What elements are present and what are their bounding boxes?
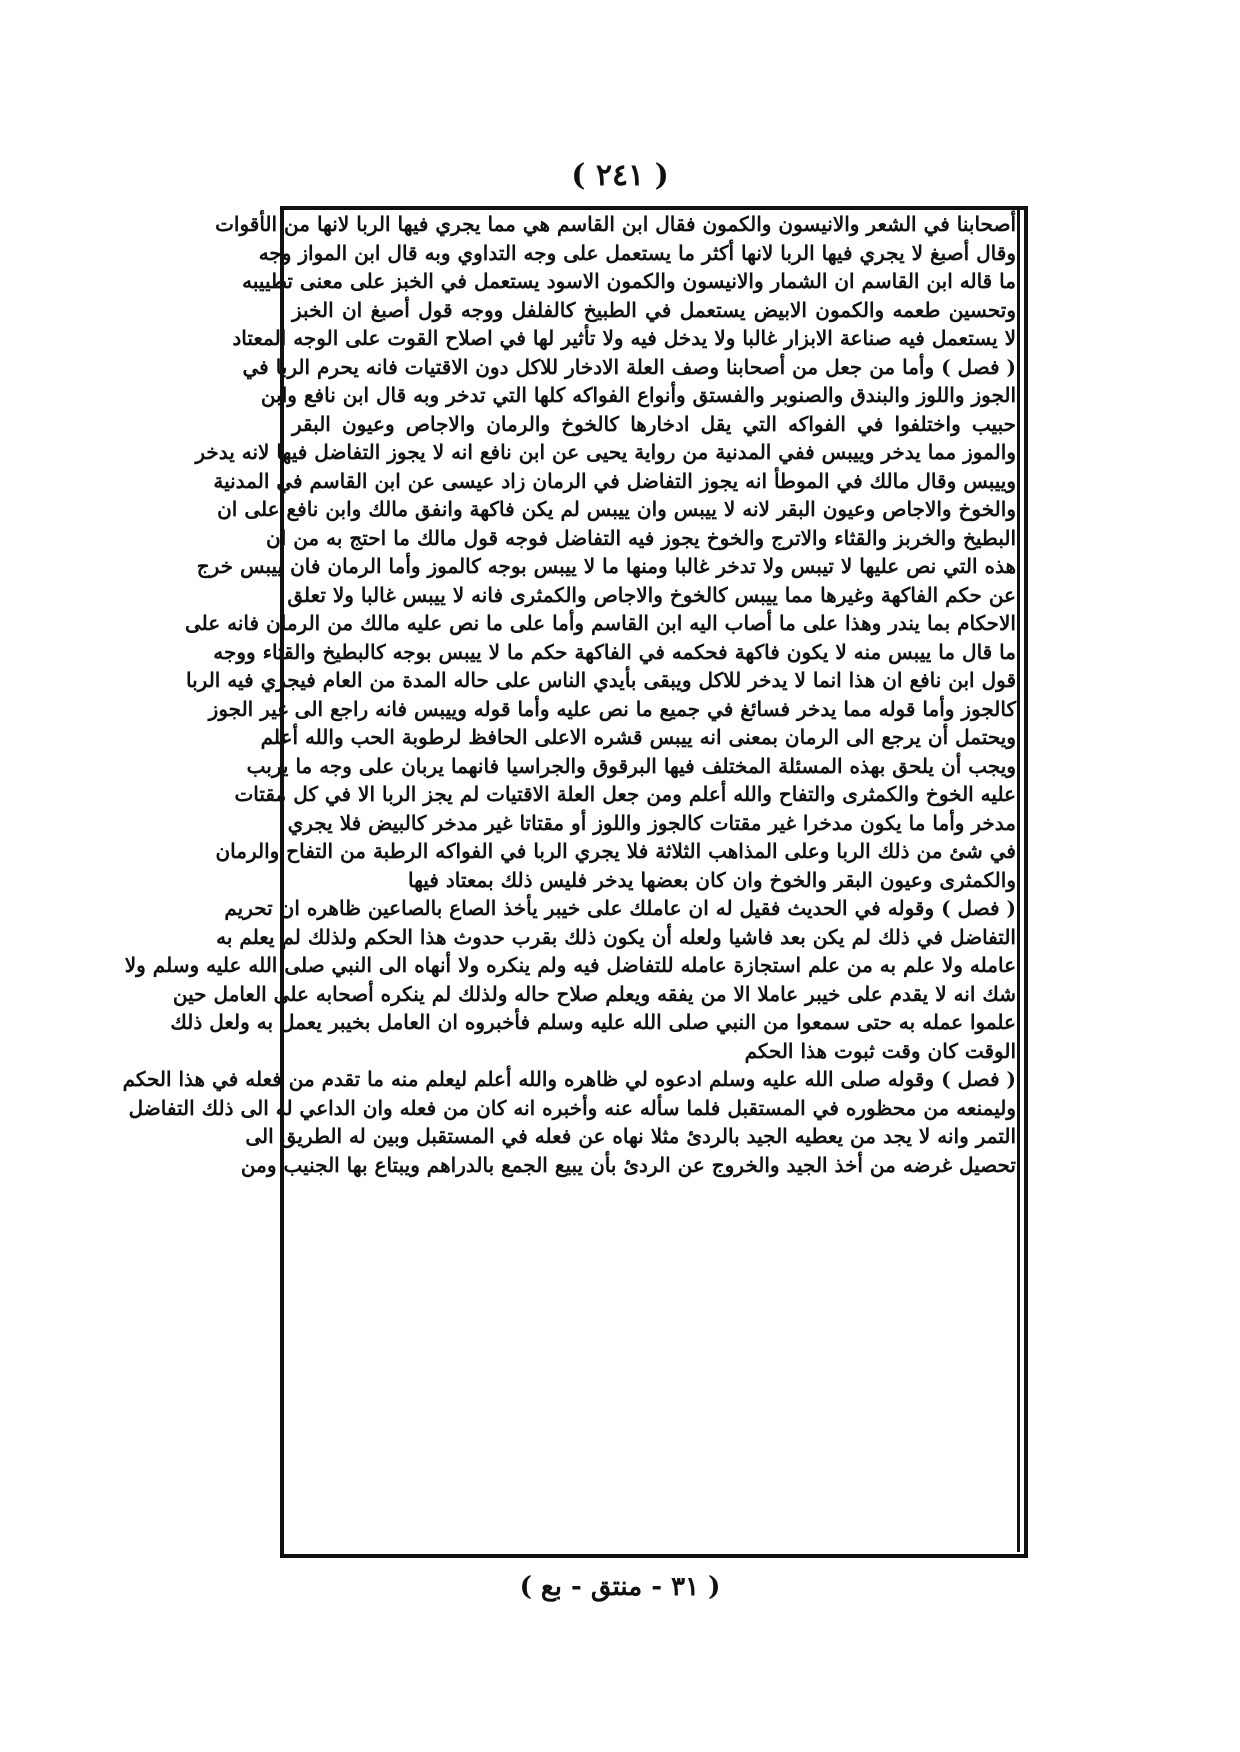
text-line: حبيب واختلفوا في الفواكه التي يقل ادخارها كالخوخ والرمان والاجاص وعيون البقر — [292, 411, 1016, 436]
text-line: تحصيل غرضه من أخذ الجيد والخروج عن الردئ بأن يبيع الجمع بالدراهم ويبتاع بها الجنيب ومن — [240, 1152, 1016, 1177]
text-line: ( فصل ) وأما من جعل من أصحابنا وصف العلة الادخار للاكل دون الاقتيات فانه يحرم الربا في — [242, 354, 1016, 379]
text-line: مدخر وأما ما يكون مدخرا غير مقتات كالجوز واللوز أو مقتاتا غير مدخر كالبيض فلا يجري — [287, 810, 1016, 835]
text-line: البطيخ والخربز والقثاء والاترج والخوخ يجوز فيه التفاضل فوجه قول مالك ما احتج به من ان — [266, 525, 1016, 550]
text-line: التفاضل في ذلك لم يكن بعد فاشيا ولعله أن يكون ذلك بقرب حدوث هذا الحكم ولذلك لم يعلم به — [216, 924, 1016, 949]
text-line: الجوز واللوز والبندق والصنوبر والفستق وأنواع الفواكه كلها التي تدخر وبه قال ابن نافع وابن — [260, 383, 1016, 407]
text-line: عامله ولا علم به من علم استجازة عامله للتفاضل فيه ولم ينكره ولا أنهاه الى النبي صلى الله عليه وسلم ولا — [124, 953, 1016, 977]
text-line: ( فصل ) وقوله صلى الله عليه وسلم ادعوه لي ظاهره والله أعلم ليعلم منه ما تقدم من فعله في هذا الحكم — [122, 1067, 1016, 1091]
text-line: علموا عمله به حتى سمعوا من النبي صلى الله عليه وسلم فأخبروه ان العامل بخيبر يعمل به ولعل ذلك — [170, 1010, 1016, 1034]
text-line: والكمثرى وعيون البقر والخوخ وان كان بعضها يدخر فليس ذلك بمعتاد فيها — [407, 867, 1016, 892]
text-line: الاحكام بما يندر وهذا على ما أصاب اليه ابن القاسم وأما على ما نص عليه مالك من الرمان فانه على — [184, 611, 1016, 635]
text-line: التمر وانه لا يجد من يعطيه الجيد بالردئ مثلا نهاه عن فعله في المستقبل وبين له الطريق الى — [245, 1124, 1016, 1148]
text-line: عليه الخوخ والكمثرى والتفاح والله أعلم ومن جعل العلة الاقتيات لم يجز الربا الا في كل مقتات — [234, 782, 1016, 806]
text-line: الوقت كان وقت ثبوت هذا الحكم — [744, 1038, 1016, 1063]
text-line: ما قاله ابن القاسم ان الشمار والانيسون والكمون الاسود يستعمل في الخبز على معنى تطييبه — [242, 269, 1016, 293]
body-text — [122, 210, 1016, 1550]
text-line: والخوخ والاجاص وعيون البقر لانه لا ييبس وان ييبس لم يكن فاكهة وانفق مالك وابن نافع على ان — [217, 497, 1016, 521]
text-line: ويحتمل أن يرجع الى الرمان بمعنى انه ييبس قشره الاعلى الحافظ لرطوبة الحب والله أعلم — [260, 725, 1016, 749]
text-line: ما قال ما ييبس منه لا يكون فاكهة فحكمه في الفاكهة حكم ما لا ييبس بوجه كالبطيخ والقثاء ووجه — [213, 639, 1016, 664]
page-number: ( ٢٤١ ) — [571, 158, 669, 193]
text-line: هذه التي نص عليها لا تيبس ولا تدخر غالبا ومنها ما لا ييبس بوجه كالموز وأما الرمان فان ييبس خرج — [196, 554, 1016, 578]
text-line: وقال أصبغ لا يجري فيها الربا لانها أكثر ما يستعمل على وجه التداوي وبه قال ابن المواز وجه — [258, 240, 1016, 265]
text-line: لا يستعمل فيه صناعة الابزار غالبا ولا يدخل فيه ولا تأثير لها في اصلاح القوت على الوجه المعتاد — [232, 326, 1016, 350]
text-line: في شئ من ذلك الربا وعلى المذاهب الثلاثة فلا يجري الربا في الفواكه الرطبة من التفاح والرمان — [215, 839, 1016, 863]
text-line: وييبس وقال مالك في الموطأ انه يجوز التفاضل في الرمان زاد عيسى عن ابن القاسم في المدنية — [213, 468, 1016, 493]
text-line: أصحابنا في الشعر والانيسون والكمون فقال ابن القاسم هي مما يجري فيها الربا لانها من الأقوات — [215, 212, 1016, 236]
text-line: شك انه لا يقدم على خيبر عاملا الا من يفقه ويعلم صلاح حاله ولذلك لم ينكره أصحابه على العامل حين — [172, 981, 1016, 1006]
text-line: عن حكم الفاكهة وغيرها مما ييبس كالخوخ والاجاص والكمثرى فانه لا ييبس غالبا ولا تعلق — [287, 582, 1016, 607]
text-line: والموز مما يدخر وييبس ففي المدنية من رواية يحيى عن ابن نافع انه لا يجوز التفاضل فيها لانه يدخر — [195, 440, 1016, 464]
text-line: قول ابن نافع ان هذا انما لا يدخر للاكل ويبقى بأيدي الناس على حاله المدة من العام فيجري فيه الربا — [186, 668, 1016, 692]
text-line: كالجوز وأما قوله مما يدخر فسائغ في جميع ما نص عليه وأما قوله وييبس فانه راجع الى غير الجوز — [208, 696, 1016, 721]
text-line: وليمنعه من محظوره في المستقبل فلما سأله عنه وأخبره انه كان من فعله وان الداعي له الى ذلك التفاضل — [128, 1095, 1016, 1120]
text-line: وتحسين طعمه والكمون الابيض يستعمل في الطبيخ كالفلفل ووجه قول أصبغ ان الخبز — [292, 297, 1016, 322]
signature-footer: ( ٣١ - منتق - بع ) — [519, 1572, 721, 1602]
text-line: ويجب أن يلحق بهذه المسئلة المختلف فيها البرقوق والجراسيا فانهما يربان على وجه ما يربب — [246, 753, 1016, 778]
text-line: ( فصل ) وقوله في الحديث فقيل له ان عاملك على خيبر يأخذ الصاع بالصاعين ظاهره ان تحريم — [224, 896, 1016, 920]
